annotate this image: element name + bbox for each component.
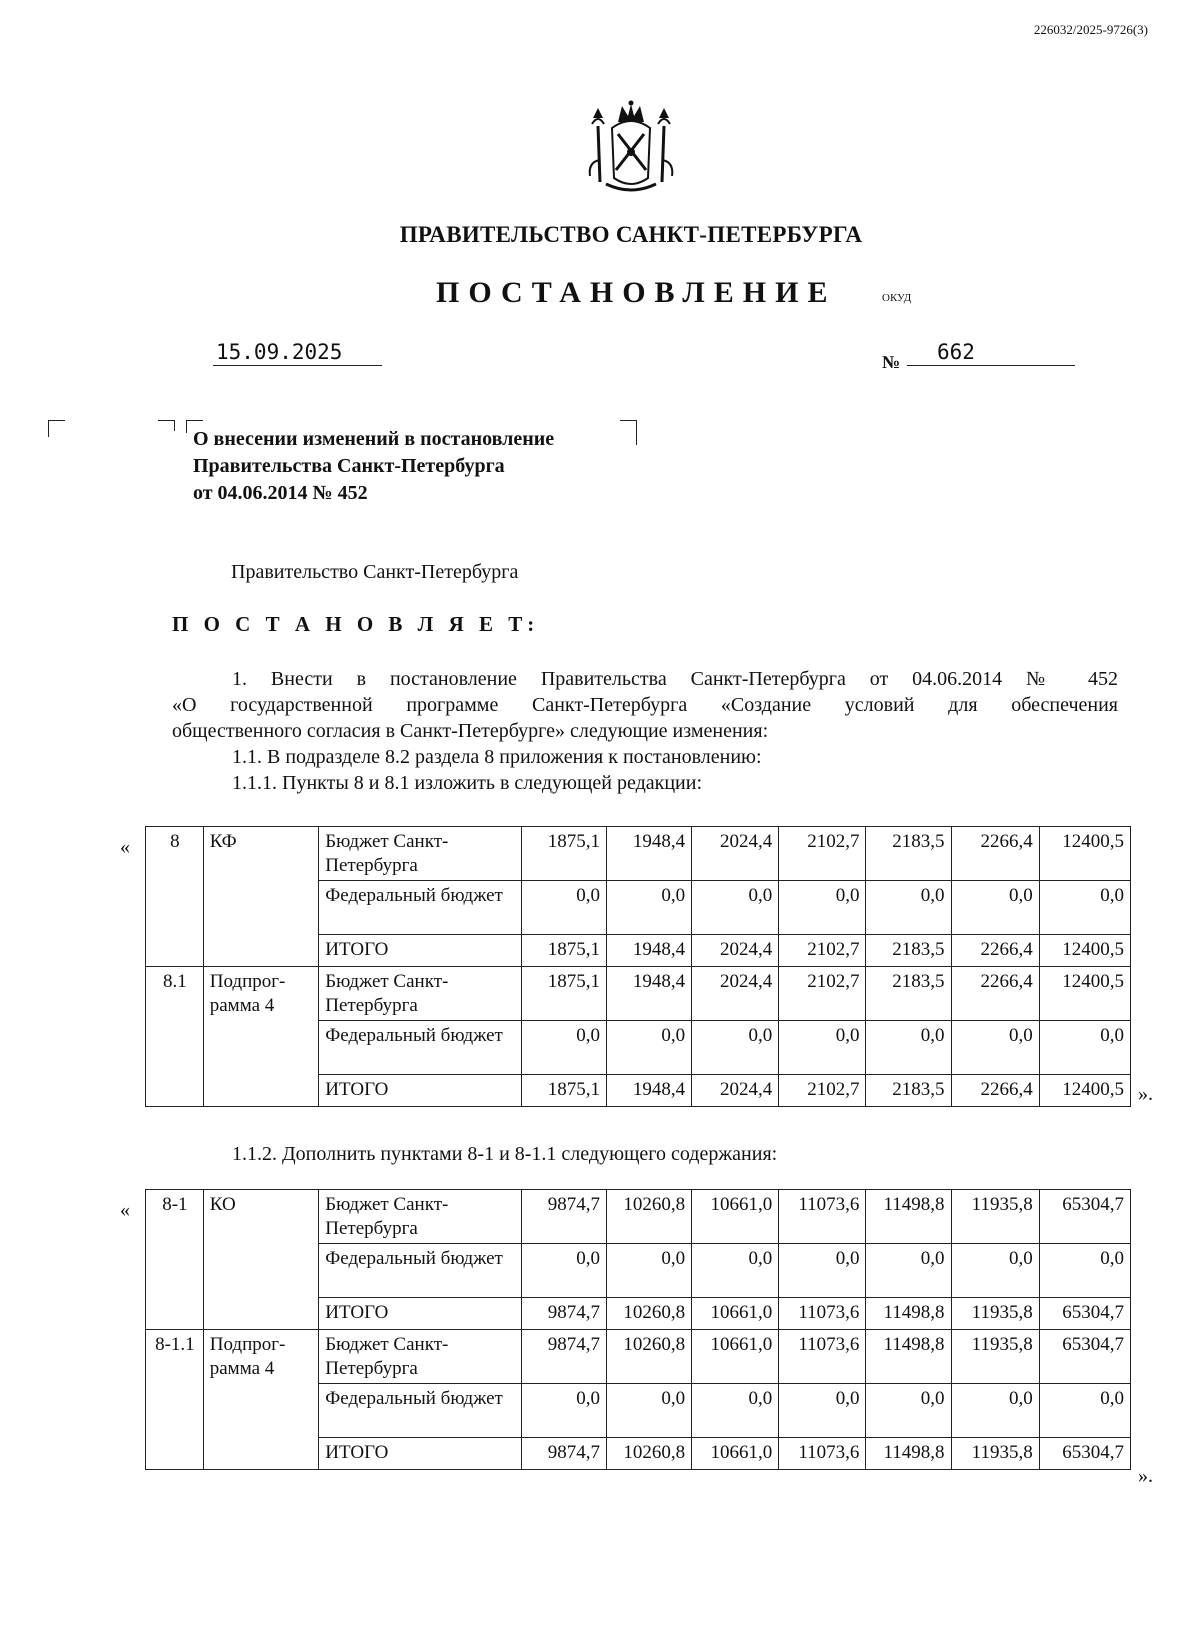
amount-cell: 11498,8: [866, 1330, 951, 1384]
amount-cell: 1875,1: [521, 967, 606, 1021]
amount-cell: 0,0: [607, 1244, 692, 1298]
amount-cell: 2024,4: [692, 1075, 779, 1107]
paragraph-line: «О государственной программе Санкт-Петербурга «Создание условий для обеспечения: [172, 694, 1118, 716]
paragraph-1-1: 1.1. В подразделе 8.2 раздела 8 приложения к постановлению:: [232, 746, 762, 768]
spb-coat-of-arms-icon: [578, 100, 684, 196]
amount-cell: 1948,4: [607, 935, 692, 967]
issuing-body: Правительство Санкт-Петербурга: [231, 561, 519, 583]
corner-mark-subject-tl: [158, 420, 175, 431]
open-quote: «: [120, 1199, 130, 1221]
funding-source-cell: ИТОГО: [319, 1438, 522, 1470]
amount-cell: 1875,1: [521, 1075, 606, 1107]
amount-cell: 2266,4: [951, 827, 1039, 881]
corner-mark-left: [48, 420, 65, 437]
amount-cell: 9874,7: [521, 1438, 606, 1470]
amount-cell: 11935,8: [951, 1298, 1039, 1330]
amount-cell: 2183,5: [866, 967, 951, 1021]
amount-cell: 0,0: [866, 1244, 951, 1298]
row-spb-budget: [146, 827, 1131, 881]
amount-cell: 9874,7: [521, 1190, 606, 1244]
amount-cell: 0,0: [779, 1384, 866, 1438]
funding-source-cell: Бюджет Санкт-Петербурга: [319, 827, 522, 881]
amount-cell: 2024,4: [692, 827, 779, 881]
amount-cell: 65304,7: [1039, 1438, 1130, 1470]
paragraph-1-1-1: 1.1.1. Пункты 8 и 8.1 изложить в следующей редакции:: [232, 772, 703, 794]
funding-source-cell: Бюджет Санкт-Петербурга: [319, 967, 522, 1021]
amount-cell: 11935,8: [951, 1438, 1039, 1470]
amount-cell: 0,0: [692, 881, 779, 935]
funding-source-cell: ИТОГО: [319, 1298, 522, 1330]
subject-line: О внесении изменений в постановление: [193, 428, 555, 450]
paragraph-1-1-2-block: [172, 1141, 1118, 1167]
amount-cell: 0,0: [607, 1021, 692, 1075]
amount-cell: 0,0: [521, 1021, 606, 1075]
amount-cell: 2102,7: [779, 935, 866, 967]
document-date: 15.09.2025: [213, 340, 382, 366]
item-name-cell: Подпрог- рамма 4: [203, 1330, 319, 1470]
amount-cell: 0,0: [521, 1244, 606, 1298]
amount-cell: 2183,5: [866, 1075, 951, 1107]
paragraph-1-1-2: 1.1.2. Дополнить пунктами 8-1 и 8-1.1 следующего содержания:: [232, 1143, 778, 1165]
amount-cell: 0,0: [1039, 1021, 1130, 1075]
amount-cell: 10661,0: [692, 1438, 779, 1470]
amount-cell: 0,0: [951, 1384, 1039, 1438]
organization-name: ПРАВИТЕЛЬСТВО САНКТ-ПЕТЕРБУРГА: [399, 222, 863, 247]
amount-cell: 0,0: [692, 1384, 779, 1438]
amount-cell: 11073,6: [779, 1330, 866, 1384]
item-number-cell: 8-1.1: [146, 1330, 204, 1470]
amount-cell: 0,0: [866, 1021, 951, 1075]
subject-line: Правительства Санкт-Петербурга: [193, 455, 505, 477]
paragraph-1: [172, 666, 1118, 796]
amount-cell: 65304,7: [1039, 1298, 1130, 1330]
funding-source-cell: Бюджет Санкт-Петербурга: [319, 1330, 522, 1384]
amount-cell: 12400,5: [1039, 827, 1130, 881]
amount-cell: 2266,4: [951, 967, 1039, 1021]
amount-cell: 0,0: [521, 881, 606, 935]
funding-source-cell: ИТОГО: [319, 935, 522, 967]
amount-cell: 0,0: [951, 881, 1039, 935]
amount-cell: 0,0: [779, 1244, 866, 1298]
close-quote: ».: [1138, 1465, 1153, 1487]
amount-cell: 65304,7: [1039, 1330, 1130, 1384]
amount-cell: 2102,7: [779, 1075, 866, 1107]
document-type-title: ПОСТАНОВЛЕНИЕ: [436, 276, 837, 309]
amount-cell: 0,0: [779, 1021, 866, 1075]
paragraph-line: общественного согласия в Санкт-Петербурге» следующие изменения:: [172, 720, 769, 742]
amount-cell: 0,0: [951, 1021, 1039, 1075]
amount-cell: 11073,6: [779, 1298, 866, 1330]
amount-cell: 2266,4: [951, 935, 1039, 967]
document-subject: [193, 426, 554, 507]
amount-cell: 0,0: [692, 1021, 779, 1075]
close-quote: ».: [1138, 1083, 1153, 1105]
budget-table-points-8-1: [145, 1189, 1131, 1470]
amount-cell: 11935,8: [951, 1330, 1039, 1384]
amount-cell: 0,0: [1039, 1384, 1130, 1438]
amount-cell: 0,0: [951, 1244, 1039, 1298]
row-spb-budget: [146, 1190, 1131, 1244]
amount-cell: 11498,8: [866, 1438, 951, 1470]
amount-cell: 1875,1: [521, 935, 606, 967]
amount-cell: 9874,7: [521, 1330, 606, 1384]
amount-cell: 2102,7: [779, 827, 866, 881]
amount-cell: 2024,4: [692, 935, 779, 967]
amount-cell: 10260,8: [607, 1190, 692, 1244]
paragraph-line: 1. Внести в постановление Правительства Санкт-Петербурга от 04.06.2014 № 452: [232, 668, 1118, 690]
funding-source-cell: ИТОГО: [319, 1075, 522, 1107]
amount-cell: 2266,4: [951, 1075, 1039, 1107]
number-sign: №: [882, 352, 901, 372]
corner-mark-subject-tr: [620, 420, 637, 445]
amount-cell: 0,0: [866, 881, 951, 935]
amount-cell: 9874,7: [521, 1298, 606, 1330]
amount-cell: 2183,5: [866, 935, 951, 967]
amount-cell: 10661,0: [692, 1330, 779, 1384]
amount-cell: 0,0: [1039, 881, 1130, 935]
amount-cell: 1948,4: [607, 967, 692, 1021]
okud-label: ОКУД: [882, 292, 912, 304]
item-name-cell: КФ: [203, 827, 319, 967]
item-number-cell: 8: [146, 827, 204, 967]
document-registration-id: 226032/2025-9726(3): [1033, 22, 1148, 37]
amount-cell: 0,0: [866, 1384, 951, 1438]
amount-cell: 11498,8: [866, 1190, 951, 1244]
amount-cell: 2102,7: [779, 967, 866, 1021]
amount-cell: 65304,7: [1039, 1190, 1130, 1244]
funding-source-cell: Федеральный бюджет: [319, 1021, 522, 1075]
amount-cell: 11498,8: [866, 1298, 951, 1330]
amount-cell: 12400,5: [1039, 935, 1130, 967]
amount-cell: 12400,5: [1039, 967, 1130, 1021]
amount-cell: 11073,6: [779, 1190, 866, 1244]
amount-cell: 0,0: [607, 1384, 692, 1438]
resolution-heading: П О С Т А Н О В Л Я Е Т:: [172, 612, 540, 636]
amount-cell: 10661,0: [692, 1298, 779, 1330]
amount-cell: 1948,4: [607, 1075, 692, 1107]
row-spb-budget: [146, 1330, 1131, 1384]
funding-source-cell: Федеральный бюджет: [319, 1244, 522, 1298]
row-spb-budget: [146, 967, 1131, 1021]
item-number-cell: 8.1: [146, 967, 204, 1107]
funding-source-cell: Федеральный бюджет: [319, 1384, 522, 1438]
amount-cell: 1875,1: [521, 827, 606, 881]
amount-cell: 12400,5: [1039, 1075, 1130, 1107]
amount-cell: 10260,8: [607, 1330, 692, 1384]
amount-cell: 11935,8: [951, 1190, 1039, 1244]
subject-line: от 04.06.2014 № 452: [193, 482, 368, 504]
document-number: 662: [907, 340, 1075, 366]
budget-table-points-8: [145, 826, 1131, 1107]
amount-cell: 0,0: [1039, 1244, 1130, 1298]
amount-cell: 0,0: [521, 1384, 606, 1438]
funding-source-cell: Федеральный бюджет: [319, 881, 522, 935]
amount-cell: 10260,8: [607, 1298, 692, 1330]
item-name-cell: КО: [203, 1190, 319, 1330]
amount-cell: 2183,5: [866, 827, 951, 881]
amount-cell: 0,0: [692, 1244, 779, 1298]
amount-cell: 11073,6: [779, 1438, 866, 1470]
amount-cell: 10260,8: [607, 1438, 692, 1470]
item-name-cell: Подпрог- рамма 4: [203, 967, 319, 1107]
amount-cell: 1948,4: [607, 827, 692, 881]
amount-cell: 2024,4: [692, 967, 779, 1021]
open-quote: «: [120, 836, 130, 858]
amount-cell: 10661,0: [692, 1190, 779, 1244]
funding-source-cell: Бюджет Санкт-Петербурга: [319, 1190, 522, 1244]
item-number-cell: 8-1: [146, 1190, 204, 1330]
amount-cell: 0,0: [779, 881, 866, 935]
amount-cell: 0,0: [607, 881, 692, 935]
